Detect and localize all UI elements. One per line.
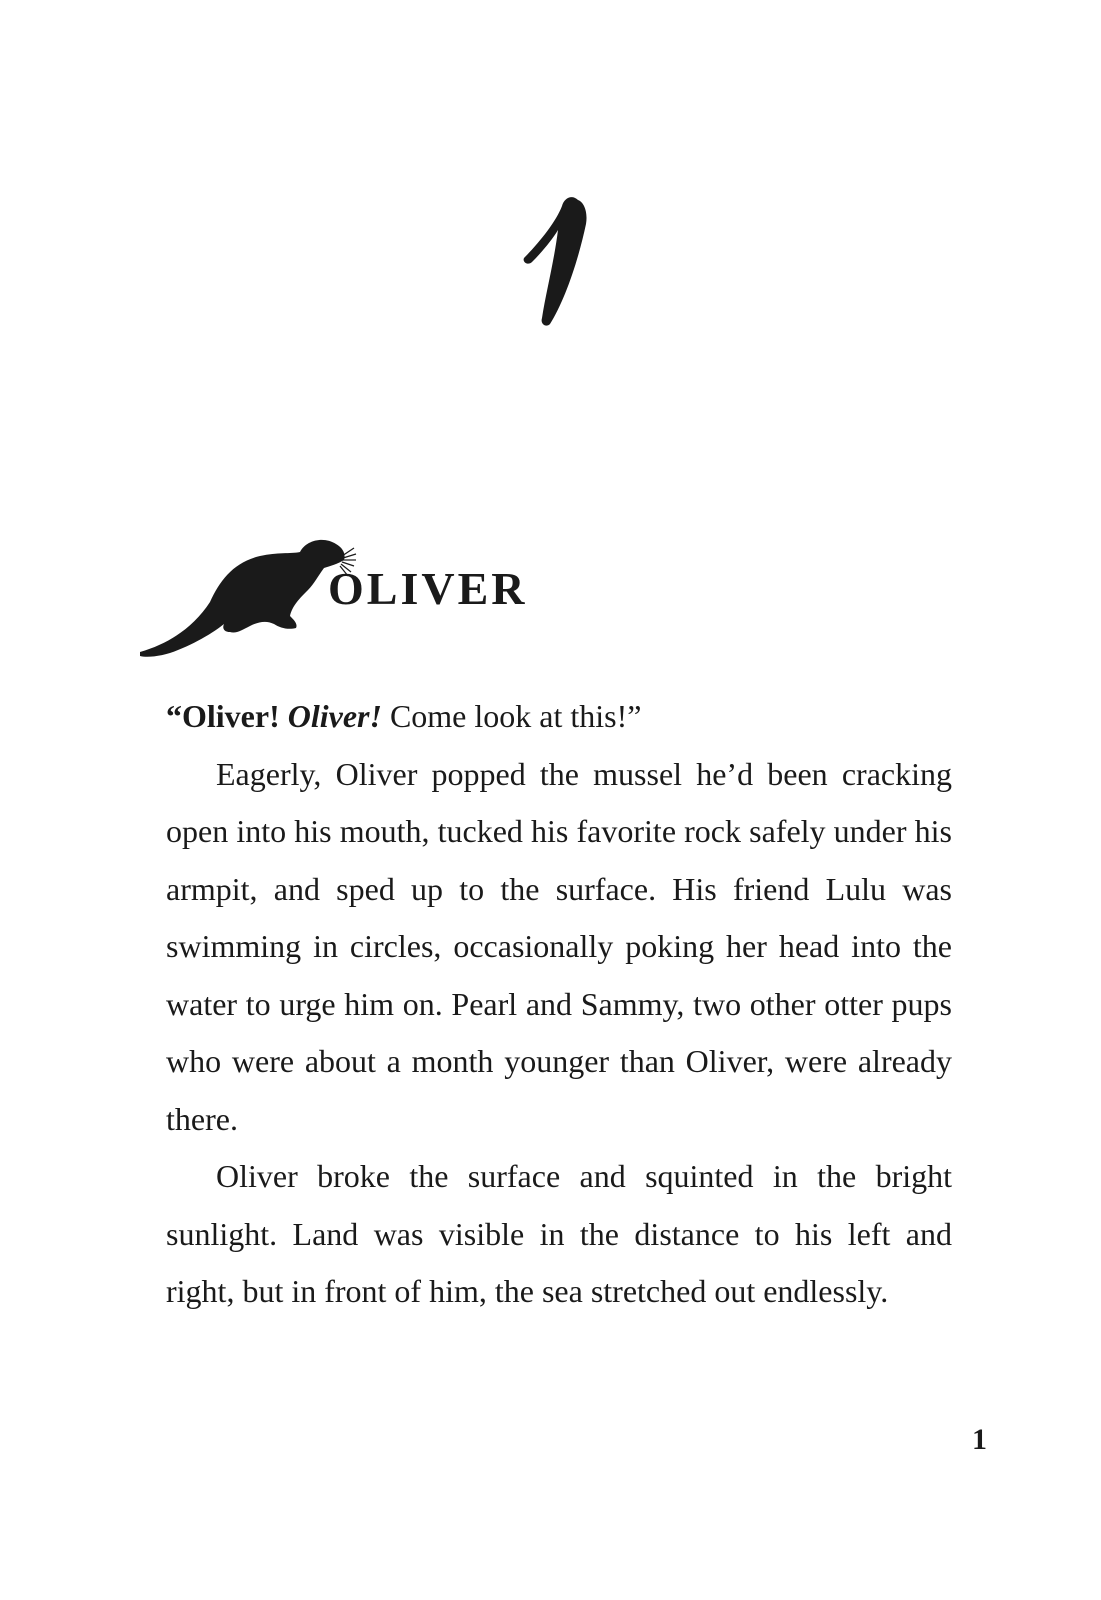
opening-shout-3: Come look at this!”	[389, 698, 642, 734]
chapter-body	[166, 688, 952, 1321]
paragraph: Oliver broke the surface and squinted in the bright sunlight. Land was visible in the distance to his left and right, but in front of him, the sea stretched out endlessly.	[166, 1158, 952, 1309]
opening-line	[166, 688, 952, 746]
opening-shout-2: Oliver!	[287, 698, 382, 734]
narrator-name: OLIVER	[328, 563, 528, 614]
brush-one-icon	[520, 192, 600, 342]
opening-shout-1: “Oliver!	[166, 698, 280, 734]
chapter-narrator-heading	[138, 532, 558, 662]
paragraph: Eagerly, Oliver popped the mussel he’d been cracking open into his mouth, tucked his favorite rock safely under his armpit, and sped up to the surface. His friend Lulu was swimming in circles, occasionally poking her head into the water to urge him on. Pearl and Sammy, two other otter pups who were about a month younger than Oliver, were already there.	[166, 755, 952, 1137]
chapter-number-graphic	[520, 192, 600, 342]
page-number: 1	[972, 1423, 987, 1456]
